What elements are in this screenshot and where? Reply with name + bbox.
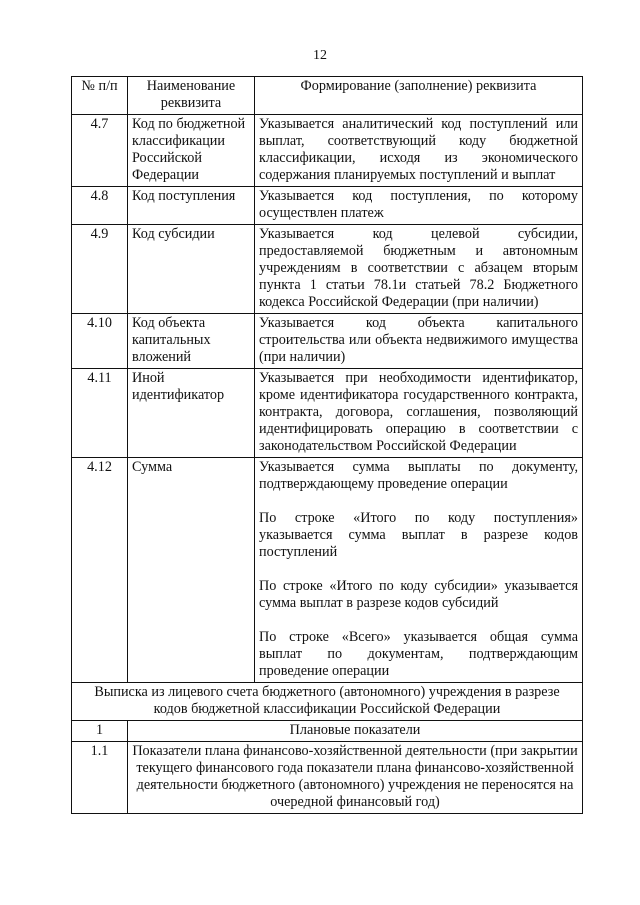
requisite-description	[255, 225, 583, 314]
table-row	[72, 742, 583, 814]
table-header-row	[72, 77, 583, 115]
requisite-description	[255, 187, 583, 225]
requisite-name: Код объекта капитальных вложений	[128, 314, 255, 369]
header-number: № п/п	[72, 77, 128, 115]
requisite-name: Код поступления	[128, 187, 255, 225]
requisite-description	[255, 115, 583, 187]
row-number: 1.1	[72, 742, 128, 814]
description-paragraph: Указывается код поступления, по которому осуществлен платеж	[259, 188, 578, 221]
description-paragraph: По строке «Итого по коду субсидии» указывается сумма выплат в разрезе кодов субсидий	[259, 578, 578, 611]
table-row	[72, 369, 583, 458]
row-number: 4.12	[72, 458, 128, 683]
page-number: 12	[313, 48, 327, 63]
requisite-name: Иной идентификатор	[128, 369, 255, 458]
description-paragraph: По строке «Итого по коду поступления» указывается сумма выплат в разрезе кодов поступлений	[259, 510, 578, 560]
description-paragraph: Указывается код объекта капитального строительства или объекта недвижимого имущества (при наличии)	[259, 315, 578, 365]
table-row	[72, 225, 583, 314]
row-number: 4.10	[72, 314, 128, 369]
row-number: 4.7	[72, 115, 128, 187]
description-paragraph: Указывается при необходимости идентификатор, кроме идентификатора государственного контракта, контракта, договора, соглашения, позволяющий идентифицировать операцию в соответствии с законодательством Российской Федерации	[259, 370, 578, 454]
requisite-name: Код по бюджетной классификации Российской Федерации	[128, 115, 255, 187]
row-number: 4.8	[72, 187, 128, 225]
requisite-name: Сумма	[128, 458, 255, 683]
description-paragraph: Указывается аналитический код поступлений или выплат, соответствующий коду бюджетной классификации, исходя из экономического содержания планируемых поступлений и выплат	[259, 116, 578, 183]
requisite-description	[255, 369, 583, 458]
requisite-description	[255, 314, 583, 369]
description-paragraph: По строке «Всего» указывается общая сумма выплат по документам, подтверждающим проведение операции	[259, 629, 578, 679]
description-paragraph: Указывается код целевой субсидии, предоставляемой бюджетным и автономным учреждениям в соответствии с абзацем вторым пункта 1 статьи 78.1и статьей 78.2 Бюджетного кодекса Российской Федерации (при наличии)	[259, 226, 578, 310]
table-row	[72, 721, 583, 742]
row-number: 4.9	[72, 225, 128, 314]
header-formation: Формирование (заполнение) реквизита	[255, 77, 583, 115]
header-name: Наименование реквизита	[128, 77, 255, 115]
description-paragraph: Указывается сумма выплаты по документу, подтверждающему проведение операции	[259, 459, 578, 492]
row-number: 1	[72, 721, 128, 742]
section-title: Выписка из лицевого счета бюджетного (автономного) учреждения в разрезе кодов бюджетной классификации Российской Федерации	[72, 683, 583, 721]
requisite-name: Код субсидии	[128, 225, 255, 314]
table-row	[72, 187, 583, 225]
requisites-table	[71, 76, 583, 814]
indicator-title: Плановые показатели	[128, 721, 583, 742]
table-row	[72, 314, 583, 369]
row-number: 4.11	[72, 369, 128, 458]
section-title-row	[72, 683, 583, 721]
table-row	[72, 458, 583, 683]
indicator-title: Показатели плана финансово-хозяйственной деятельности (при закрытии текущего финансового года показатели плана финансово-хозяйственной деятельности бюджетного (автономного) учреждения не переносятся на очередной финансовый год)	[128, 742, 583, 814]
table-row	[72, 115, 583, 187]
requisite-description	[255, 458, 583, 683]
